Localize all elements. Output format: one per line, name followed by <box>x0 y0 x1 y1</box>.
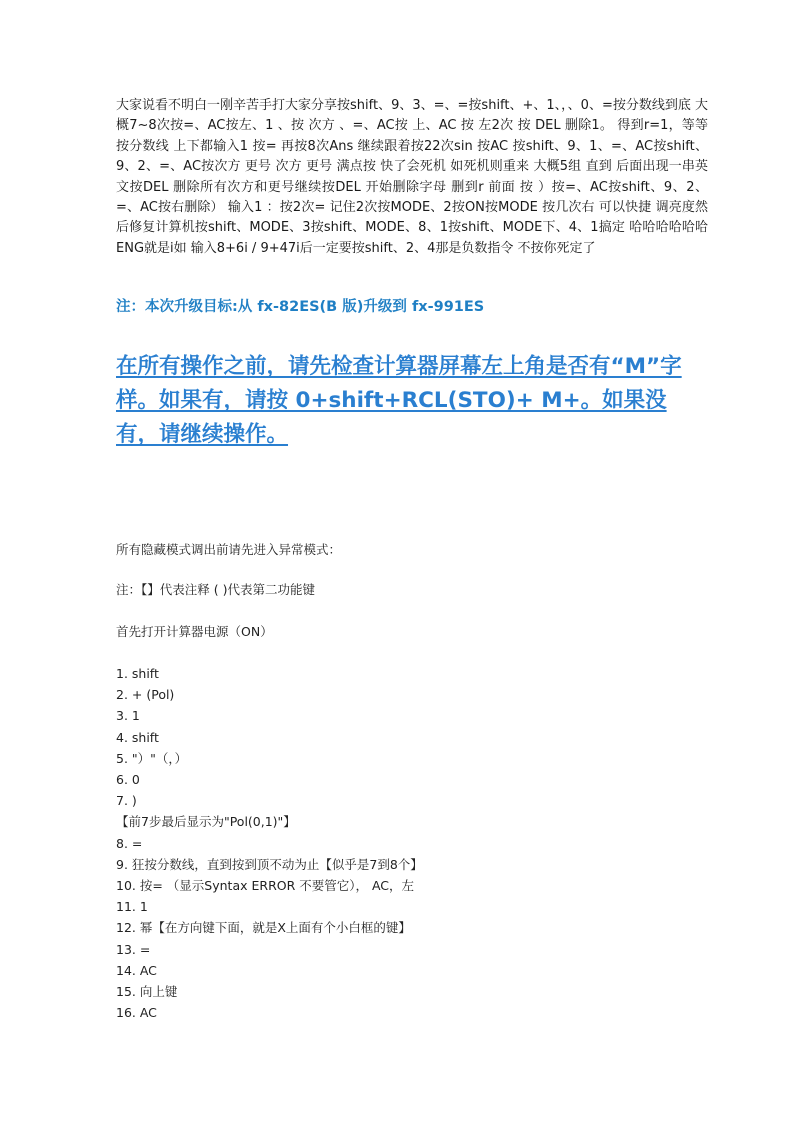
legend-note: 注：【】代表注释 ( )代表第二功能键 <box>116 582 315 597</box>
step-item: 9. 狂按分数线，直到按到顶不动为止【似乎是7到8个】 <box>116 856 423 872</box>
warning-link[interactable]: 在所有操作之前，请先检查计算器屏幕左上角是否有“M”字样。如果有，请按 0+shift+RCL(STO)+ M+。如果没有，请继续操作。 <box>116 354 682 447</box>
step-item: 5. "）"（，） <box>116 750 188 766</box>
step-list <box>116 663 716 1023</box>
step-annotation: 【前7步最后显示为"Pol(0,1)"】 <box>116 814 296 830</box>
step-item: 4. shift <box>116 729 159 745</box>
step-item: 16. AC <box>116 1005 157 1021</box>
step-item: 1. shift <box>116 666 159 681</box>
step-item: 12. 幂【在方向键下面，就是X上面有个小白框的键】 <box>116 920 411 936</box>
power-on-instruction: 首先打开计算器电源（ON） <box>116 624 273 639</box>
step-item: 7. ) <box>116 793 137 809</box>
step-item: 13. = <box>116 941 151 957</box>
step-item: 2. + (Pol) <box>116 687 175 703</box>
step-item: 14. AC <box>116 962 157 978</box>
upgrade-note: 注：本次升级目标:从 fx-82ES(B 版)升级到 fx-991ES <box>116 299 485 315</box>
intro-paragraph: 大家说看不明白一刚辛苦手打大家分享按shift、9、3、=、=按shift、+、1、，、0、=按分数线到底 大概7~8次按=、AC按左、1 、按 次方 、=、AC按 上、AC 按 左2次 按 DEL 删除1。 得到r=1，等等按分数线 上下都输入1 按= 再按8次Ans 继续跟着按22次sin 按AC 按shift、9、1、=、AC按shift、9、2、=、AC按次方 更号 次方 更号 满点按 快了会死机 如死机则重来 大概5组 直到 后面出现一串英文按DEL 删除所有次方和更号继续按DEL 开始删除字母 删到r 前面 按 ）按=、AC按shift、9、2、=、AC按右删除） 输入1 ：按2次= 记住2次按MODE、2按ON按MODE 按几次右 可以快捷 调亮度然后修复计算机按shift、MODE、3按shift、MODE、8、1按shift、MODE下、4、1搞定 哈哈哈哈哈哈ENG就是i如 输入8+6i / 9+47i后一定要按shift、2、4那是负数指令 不按你死定了 <box>116 98 708 256</box>
step-item: 15. 向上键 <box>116 984 178 1000</box>
step-item: 3. 1 <box>116 708 140 724</box>
step-item: 11. 1 <box>116 899 148 915</box>
step-item: 10. 按= （显示Syntax ERROR 不要管它）， AC，左 <box>116 878 415 894</box>
hidden-mode-intro: 所有隐藏模式调出前请先进入异常模式： <box>116 542 342 557</box>
step-item: 6. 0 <box>116 772 140 788</box>
step-item: 8. = <box>116 835 143 851</box>
